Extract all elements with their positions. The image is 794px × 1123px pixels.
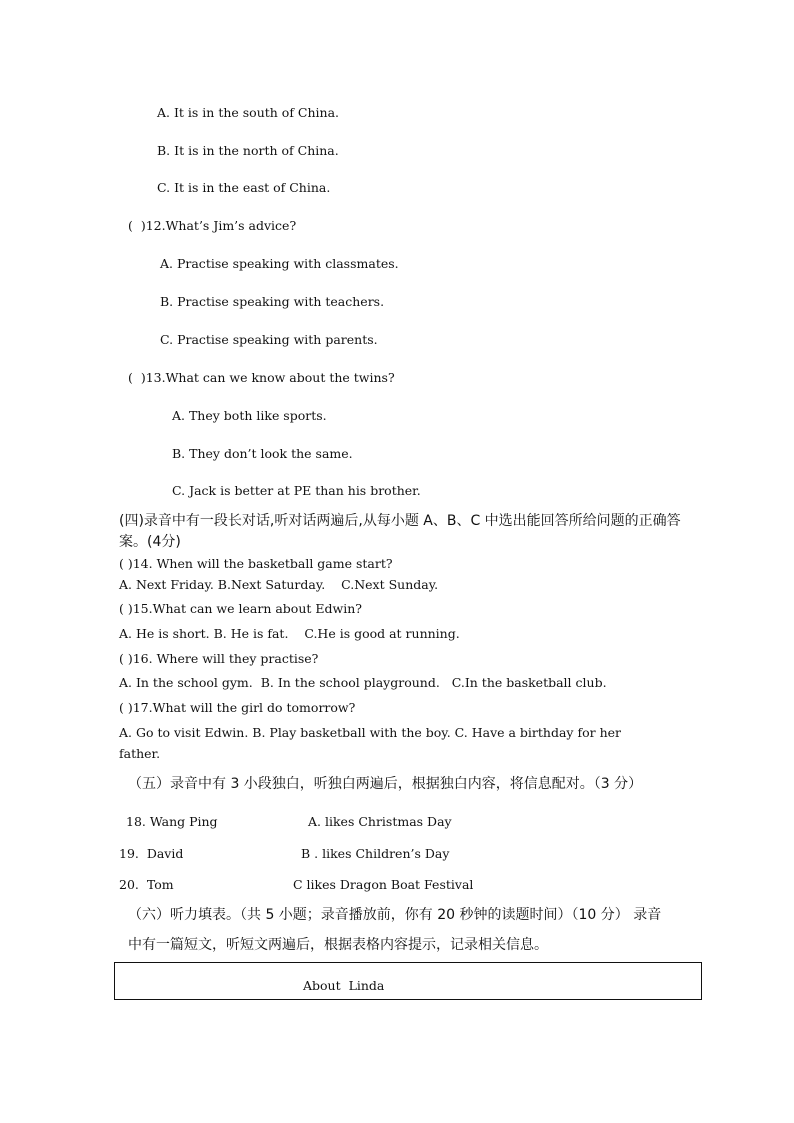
q12-option-c: C. Practise speaking with parents. xyxy=(160,332,378,347)
q16-question: ( )16. Where will they practise? xyxy=(119,651,319,666)
section6-heading-line1: （六）听力填表。（共 5 小题；录音播放前，你有 20 秒钟的读题时间）（10 分） 录音 xyxy=(128,907,662,923)
match-18-name: 18. Wang Ping xyxy=(126,814,218,829)
section4-heading-line1: (四)录音中有一段长对话,听对话两遍后,从每小题 A、B、C 中选出能回答所给问题的正确答 xyxy=(119,513,681,529)
q16-options: A. In the school gym. B. In the school playground. C.In the basketball club. xyxy=(119,675,607,690)
q15-options: A. He is short. B. He is fat. C.He is good at running. xyxy=(119,626,460,641)
q11-option-b: B. It is in the north of China. xyxy=(157,143,339,158)
q13-option-a: A. They both like sports. xyxy=(172,408,327,423)
match-19-name: 19. David xyxy=(119,846,184,861)
section6-heading-line2: 中有一篇短文，听短文两遍后，根据表格内容提示，记录相关信息。 xyxy=(128,937,548,953)
q11-option-a: A. It is in the south of China. xyxy=(157,105,340,120)
match-20-name: 20. Tom xyxy=(119,877,174,892)
about-linda-table xyxy=(114,962,702,1000)
q17-options-line2: father. xyxy=(119,746,161,761)
section4-heading-line2: 案。(4分) xyxy=(119,534,181,550)
q12-question: ( )12.What’s Jim’s advice? xyxy=(128,218,297,233)
q13-question: ( )13.What can we know about the twins? xyxy=(128,370,395,385)
q12-option-b: B. Practise speaking with teachers. xyxy=(160,294,385,309)
match-c-holiday: C likes Dragon Boat Festival xyxy=(293,877,474,892)
q15-question: ( )15.What can we learn about Edwin? xyxy=(119,601,362,616)
q11-option-c: C. It is in the east of China. xyxy=(157,180,331,195)
q14-options: A. Next Friday. B.Next Saturday. C.Next Sunday. xyxy=(119,577,439,592)
q12-option-a: A. Practise speaking with classmates. xyxy=(160,256,399,271)
q14-question: ( )14. When will the basketball game start? xyxy=(119,556,393,571)
q17-options-line1: A. Go to visit Edwin. B. Play basketball with the boy. C. Have a birthday for her xyxy=(119,725,621,740)
table-title: About Linda xyxy=(303,978,385,993)
match-a-holiday: A. likes Christmas Day xyxy=(308,814,452,829)
q13-option-c: C. Jack is better at PE than his brother. xyxy=(172,483,421,498)
q13-option-b: B. They don’t look the same. xyxy=(172,446,353,461)
q17-question: ( )17.What will the girl do tomorrow? xyxy=(119,700,356,715)
match-b-holiday: B . likes Children’s Day xyxy=(301,846,450,861)
section5-heading: （五）录音中有 3 小段独白，听独白两遍后，根据独白内容，将信息配对。（3 分） xyxy=(128,776,643,792)
